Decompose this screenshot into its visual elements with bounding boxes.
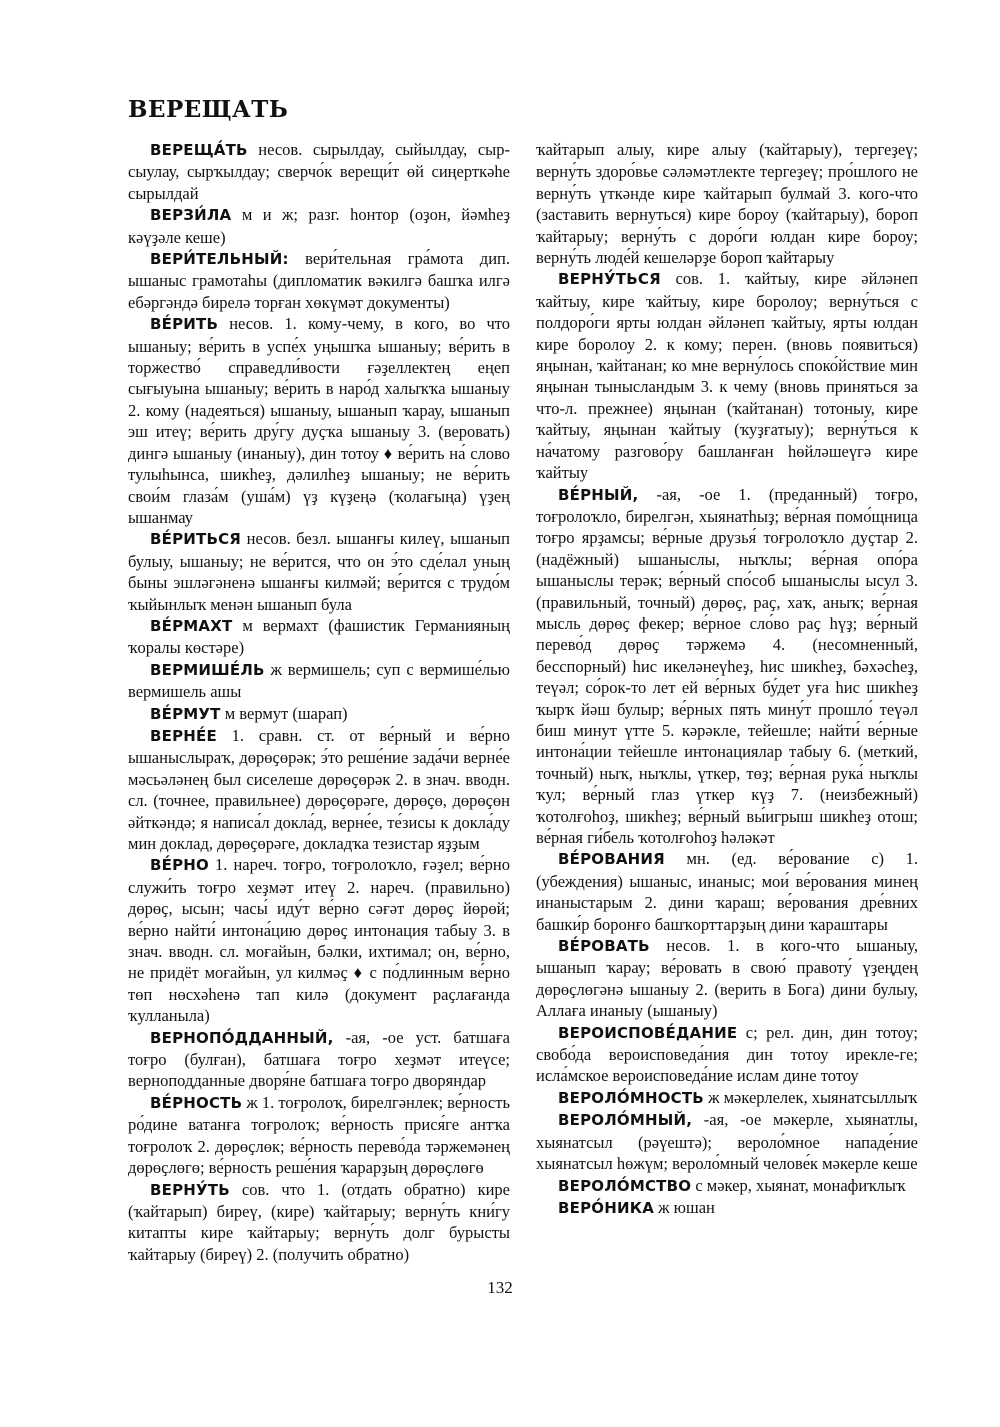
dictionary-entry xyxy=(128,703,510,725)
dictionary-entry xyxy=(128,1027,510,1092)
headword: ВЕ́РИТЬСЯ xyxy=(150,530,242,549)
headword: ВЕРМИШЕ́ЛЬ xyxy=(150,660,265,679)
dictionary-entry xyxy=(536,484,918,849)
definition: 1. сравн. ст. от ве́рный и ве́рно ышаныслыраҡ, дөрөҫөрәк; э́то реше́ние зада́чи верне́е мәсьәләнең был сиселеше дөрөҫөрәк 2. в знач. вводн. сл. (точнее, правильнее) дөрөҫөрәге, дөрөҫө, дөрөҫөн әйткәндә; я написа́л докла́д, верне́е, те́зисы к докла́ду мин доклад, дөрөҫөрәге, докладҡа тезистар яҙҙым xyxy=(128,725,510,853)
headword: ВЕ́РИТЬ xyxy=(150,315,219,334)
headword: ВЕРИ́ТЕЛЬНЫЙ: xyxy=(150,250,289,269)
dictionary-entry xyxy=(536,1109,918,1174)
dictionary-entry xyxy=(128,204,510,248)
definition: несов. сырылдау, сыйылдау, сыр-сыулау, сырҡылдау; сверчо́к верещи́т өй сиңерткәһе сырылдай xyxy=(128,140,510,203)
dictionary-entry xyxy=(128,139,510,204)
headword: ВЕ́РОВАНИЯ xyxy=(558,850,665,869)
headword: ВЕРО́НИКА xyxy=(558,1198,655,1217)
dictionary-entry-continued xyxy=(536,139,918,268)
headword: ВЕ́РМАХТ xyxy=(150,616,233,635)
left-column xyxy=(128,139,510,1265)
dictionary-entry xyxy=(128,1092,510,1179)
definition: ж юшан xyxy=(654,1197,715,1217)
headword: ВЕРНОПО́ДДАННЫЙ, xyxy=(150,1028,334,1047)
headword: ВЕРОЛО́МНЫЙ, xyxy=(558,1111,693,1130)
definition: сов. 1. ҡайтыу, кире әйләнеп ҡайтыу, кире ҡайтыу, кире боролоу; верну́ться с полдоро́ги ярты юлдан әйләнеп ҡайтыу, ярты юлдан кире боролоу 2. к кому; перен. (вновь появиться) яңынан, ҡайтанан; ко мне верну́лось споко́йствие мин яңынан тынысландым 3. к чему (вновь приняться за что-л. прежнее) яңынан (ҡайтанан) тотоныу, кире ҡайтыу, яңынан ҡайтыу (ҡуҙғатыу); верну́ться к на́чатому разгово́ру башланған һөйләшеүгә кире ҡайтыу xyxy=(536,269,918,483)
definition: м вермут (шарап) xyxy=(220,703,348,723)
definition: -ая, -ое уст. батшаға тоғро (булған), батшаға тоғро хеҙмәт итеүсе; верноподданные дворя́не батшаға тоғро дворяндар xyxy=(128,1027,510,1091)
headword: ВЕРНЕ́Е xyxy=(150,726,217,745)
dictionary-entry xyxy=(128,313,510,528)
definition: вери́тельная гра́мота дип. ышаныс грамотаһы (дипломатик вәкилгә башҡа илгә ебәргәндә бирелә торған хөкүмәт документы) xyxy=(128,249,510,312)
headword: ВЕРЗИ́ЛА xyxy=(150,206,232,225)
headword: ВЕ́РОВАТЬ xyxy=(558,937,650,956)
definition: -ая, -ое 1. (преданный) тоғро, тоғролоҡло, бирелгән, хыянатһыҙ; ве́рная помо́щница тоғро ярҙамсы; ве́рные друзья́ тоғролоҡло дуҫтар 2. (надёжный) ышаныслы, ныҡлы; ве́рная опо́ра ышаныслы терәк; ве́рный спо́соб ышаныслы ысул 3. (правильный, точный) дөрөҫ, раҫ, хаҡ, аныҡ; ве́рная мысль дөрөҫ фекер; ве́рное сло́во раҫ һүҙ; ве́рный перево́д дөрөҫ тәржемә 4. (несомненный, бесспорный) һис икеләнеүһеҙ, һис шикһеҙ, бәхәсһеҙ, теүәл; со́рок-то лет ей ве́рных бу́дет уға һис шикһеҙ ҡырҡ йәш булыр; ве́рных пять мину́т прошло́ теүәл биш минут үтте 5. кәрәкле, тейешле; найти́ ве́рные интона́ции тейешле интонациялар табыу 6. (меткий, точный) ныҡ, ныҡлы, үткер, төҙ; ве́рная рука́ ныҡлы ҡул; ве́рный глаз үткер күҙ 7. (неизбежный) ҡотолғоһоҙ, шикһеҙ; ве́рный вы́игрыш шикһеҙ отош; ве́рная ги́бель ҡотолғоһоҙ һәләкәт xyxy=(536,484,918,847)
headword: ВЕРОЛО́МНОСТЬ xyxy=(558,1088,704,1107)
definition: ҡайтарып алыу, кире алыу (ҡайтарыу), тергеҙеү; верну́ть здоро́вье сәләмәтлекте тергеҙеү; про́шлого не верну́ть үткәнде кире ҡайтарып булмай 3. кого-что (заставить вернуться) кире бороу (ҡайтарыу), бороп ҡайтарыу; верну́ть с доро́ги юлдан кире бороу; верну́ть люде́й кешеләрҙе бороп ҡайтарыу xyxy=(536,140,918,268)
headword: ВЕ́РМУТ xyxy=(150,704,221,723)
dictionary-entry xyxy=(536,1197,918,1219)
dictionary-entry xyxy=(536,935,918,1022)
definition: -ая, -ое мәкерле, хыянатлы, хыянатсыл (рәүештә); вероло́мное нападе́ние хыянатсыл һөжүм; вероло́мный челове́к мәкерле кеше xyxy=(536,1110,918,1174)
dictionary-entry xyxy=(128,659,510,703)
dictionary-entry xyxy=(128,854,510,1026)
definition: с мәкер, хыянат, монафиҡлыҡ xyxy=(691,1175,906,1195)
definition: м вермахт (фашистик Германияның ҡоралы көстәре) xyxy=(128,615,510,658)
dictionary-entry xyxy=(128,1179,510,1266)
definition: ж мәкерлелек, хыянатсыллыҡ xyxy=(703,1087,918,1107)
dictionary-entry xyxy=(128,248,510,313)
headword: ВЕРНУ́ТЬСЯ xyxy=(558,270,661,289)
definition: 1. нареч. тоғро, тоғролоҡло, ғәҙел; ве́рно служи́ть тоғро хеҙмәт итеү 2. нареч. (правильно) дөрөҫ, ысын; часы́ иду́т ве́рно сәғәт дөрөҫ йөрөй; ве́рно найти́ интона́цию дөрөҫ интонация табыу 3. в знач. вводн. сл. моғайын, бәлки, ихтимал; он, ве́рно, не придёт моғайын, ул килмәҫ ♦ с по́длинным ве́рно төп нөсхәһенә тап килә (документ раҫлағанда ҡулланыла) xyxy=(128,855,510,1026)
definition: ж 1. тоғролоҡ, бирелгәнлек; ве́рность ро́дине ватанға тоғролоҡ; ве́рность прися́ге антҡа тоғролоҡ 2. дөрөҫлөк; ве́рность перево́да тәржемәнең дөрөҫлөгө; ве́рность реше́ния ҡарарҙың дөрөҫлөгө xyxy=(128,1092,510,1178)
headword: ВЕРОИСПОВЕ́ДАНИЕ xyxy=(558,1023,738,1042)
headword: ВЕ́РНЫЙ, xyxy=(558,485,639,504)
dictionary-entry xyxy=(536,1175,918,1197)
dictionary-entry xyxy=(536,1087,918,1109)
dictionary-entry xyxy=(536,268,918,483)
headword: ВЕРОЛО́МСТВО xyxy=(558,1176,692,1195)
right-column xyxy=(536,139,918,1219)
definition: мн. (ед. ве́рование с) 1. (убеждения) ышаныс, инаныс; мои́ ве́рования минең инаныстарым 2. дини ҡараш; ве́рования дре́вних башки́р боронғо башҡорттарҙың дини ҡараштары xyxy=(536,849,918,934)
definition: м и ж; разг. һонтор (оҙон, йәмһеҙ кәүҙәле кеше) xyxy=(128,205,510,247)
dictionary-entry xyxy=(536,848,918,935)
headword: ВЕРЕЩА́ТЬ xyxy=(150,141,248,159)
dictionary-entry xyxy=(128,725,510,854)
definition: несов. 1. в кого-что ышаныу, ышанып ҡарау; ве́ровать в свою́ правоту́ үҙеңдең дөрөҫлөгәнә ышаныу 2. (верить в Бога) дини булыу, Аллаға инаныу (ышаныу) xyxy=(536,936,918,1021)
running-header: ВЕРЕЩАТЬ xyxy=(128,96,289,123)
headword: ВЕРНУ́ТЬ xyxy=(150,1180,230,1199)
definition: сов. что 1. (отдать обратно) кире (ҡайтарып) биреү, (кире) ҡайтарыу; верну́ть кни́гу китапты кире ҡайтарыу; верну́ть долг бурысты ҡайтарыу (биреү) 2. (получить обратно) xyxy=(128,1179,510,1264)
dictionary-entry xyxy=(128,528,510,615)
headword: ВЕ́РНОСТЬ xyxy=(150,1093,243,1112)
definition: несов. 1. кому-чему, в кого, во что ышаныу; ве́рить в успе́х уңышҡа ышаныу; ве́рить в торжество́ справедли́вости ғәҙеллектең еңеп сығыуына ышаныу; ве́рить в наро́д халыҡҡа ышаныу 2. кому (надеяться) ышаныу, ышанып ҡарау, ышанып эш итеү; ве́рить дру́гу дуҫҡа ышаныу 3. (веровать) дингә ышаныу (инаныу), дин тотоу ♦ ве́рить на́ слово тулыһынса, шикһеҙ, дәлилһеҙ ышаныу; не ве́рить свои́м глаза́м (уша́м) үҙ күҙеңә (ҡолағыңа) үҙең ышанмау xyxy=(128,314,510,527)
dictionary-entry xyxy=(536,1022,918,1087)
dictionary-entry xyxy=(128,615,510,659)
definition: ж вермишель; суп с вермише́лью вермишель ашы xyxy=(128,659,510,702)
page-number: 132 xyxy=(487,1278,513,1297)
headword: ВЕ́РНО xyxy=(150,856,209,875)
definition: несов. безл. ышанғы килеү, ышанып булыу, ышаныу; не ве́рится, что он э́то сде́лал уның быны эшләгәненә ышанғы килмәй; ве́рится с трудо́м ҡыйынлыҡ менән ышанып була xyxy=(128,529,510,614)
definition: с; рел. дин, дин тотоу; свобо́да вероисповеда́ния дин тотоу ирекле-ге; исла́мское вероисповеда́ние ислам дине тотоу xyxy=(536,1022,918,1086)
